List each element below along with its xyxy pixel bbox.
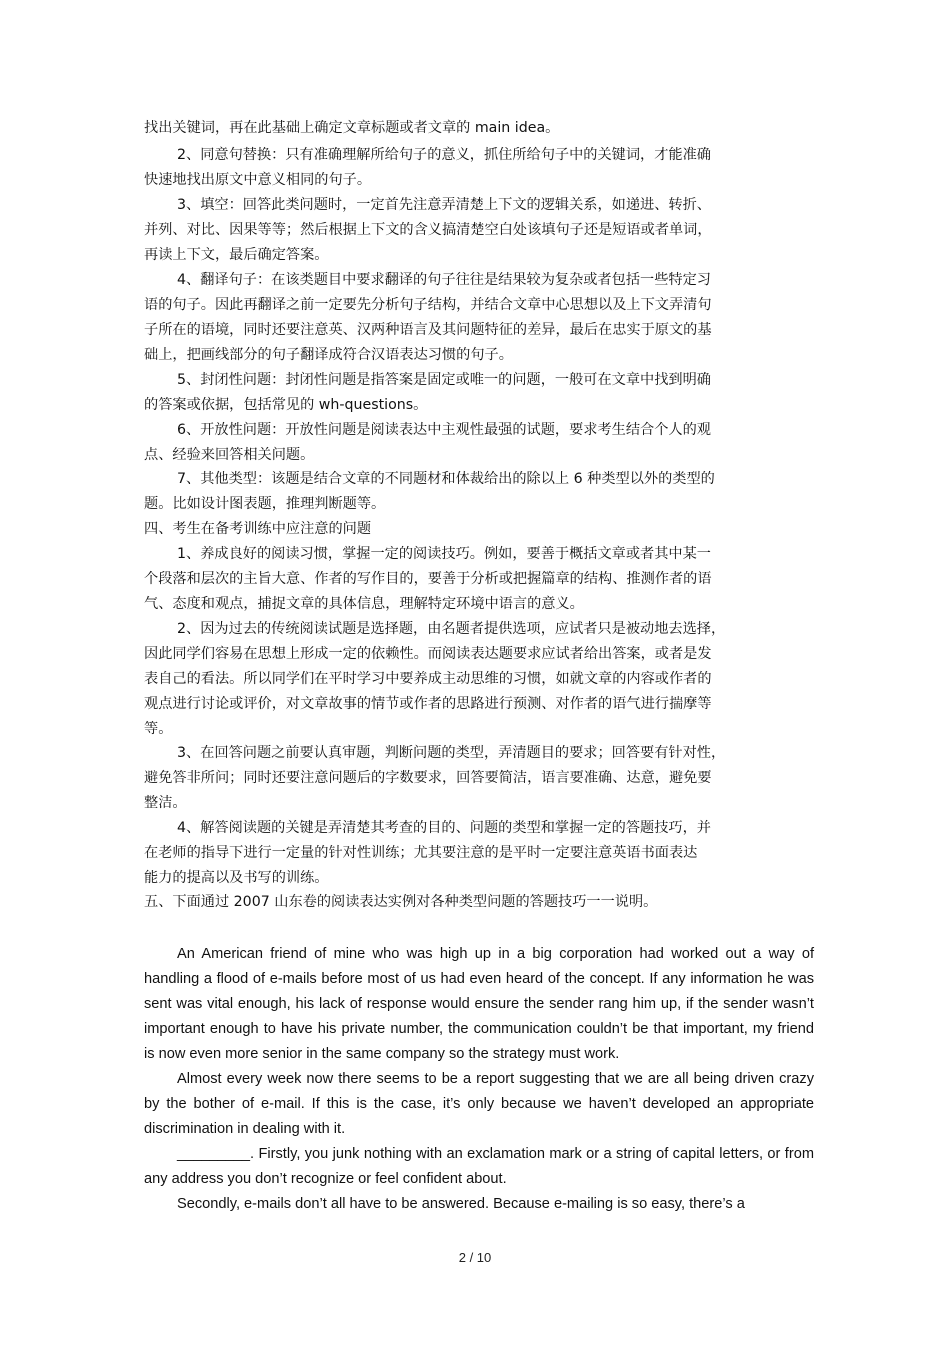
text-line: 表自己的看法。所以同学们在平时学习中要养成主动思维的习惯，如就文章的内容或作者的 [144, 671, 712, 687]
paragraph-synonym-replacement [144, 143, 814, 193]
paragraph-active-thinking [144, 617, 814, 742]
text-line: 的答案或依据，包括常见的 wh-questions。 [144, 397, 428, 413]
text-line: 题。比如设计图表题，推理判断题等。 [144, 496, 386, 512]
text-line: 并列、对比、因果等等；然后根据上下文的含义搞清楚空白处该填句子还是短语或者单词， [144, 222, 712, 238]
section-heading-five [144, 890, 814, 915]
paragraph-other-types [144, 467, 814, 517]
text-line: 能力的提高以及书写的训练。 [144, 870, 329, 886]
text-line: 6、开放性问题：开放性问题是阅读表达中主观性最强的试题，要求考生结合个人的观 [177, 422, 711, 438]
text-line: 3、在回答问题之前要认真审题，判断问题的类型，弄清题目的要求；回答要有针对性， [177, 745, 726, 761]
paragraph-closed-questions [144, 368, 814, 418]
text-line: 避免答非所问；同时还要注意问题后的字数要求，回答要简洁，语言要准确、达意，避免要 [144, 770, 712, 786]
text-line: 4、解答阅读题的关键是弄清楚其考查的目的、问题的类型和掌握一定的答题技巧，并 [177, 820, 711, 836]
paragraph-open-questions [144, 418, 814, 468]
section-heading-four [144, 517, 814, 542]
text-line: 等。 [144, 721, 173, 737]
passage-paragraph-4: Secondly, e-mails don’t all have to be answered. Because e-mailing is so easy, there’s a [177, 1196, 745, 1212]
text-line: 5、封闭性问题：封闭性问题是指答案是固定或唯一的问题，一般可在文章中找到明确 [177, 372, 711, 388]
text-line: 语的句子。因此再翻译之前一定要先分析句子结构，并结合文章中心思想以及上下文弄清句 [144, 297, 712, 313]
text-line: 找出关键词，再在此基础上确定文章标题或者文章的 main idea。 [144, 120, 560, 136]
text-line: 2、同意句替换：只有准确理解所给句子的意义，抓住所给句子中的关键词，才能准确 [177, 147, 711, 163]
page-number: 2 / 10 [458, 1250, 492, 1265]
text-line: 子所在的语境，同时还要注意英、汉两种语言及其问题特征的差异，最后在忠实于原文的基 [144, 322, 712, 338]
text-line: 7、其他类型：该题是结合文章的不同题材和体裁给出的除以上 6 种类型以外的类型的 [177, 471, 715, 487]
text-line: 4、翻译句子：在该类题目中要求翻译的句子往往是结果较为复杂或者包括一些特定习 [177, 272, 711, 288]
text-line: 1、养成良好的阅读习惯，掌握一定的阅读技巧。例如，要善于概括文章或者其中某一 [177, 546, 711, 562]
text-line: 再读上下文，最后确定答案。 [144, 247, 329, 263]
text-line: 个段落和层次的主旨大意、作者的写作目的，要善于分析或把握篇章的结构、推测作者的语 [144, 571, 712, 587]
text-line: 点、经验来回答相关问题。 [144, 447, 315, 463]
text-line: 因此同学们容易在思想上形成一定的依赖性。而阅读表达题要求应试者给出答案，或者是发 [144, 646, 712, 662]
text-line: 3、填空：回答此类问题时，一定首先注意弄清楚上下文的逻辑关系，如递进、转折、 [177, 197, 711, 213]
passage-paragraph-3: _________. Firstly, you junk nothing with an exclamation mark or a string of capital letters, or from any address you don’t recognize or feel confident about. [144, 1146, 814, 1187]
paragraph-translation [144, 268, 814, 368]
text-line: 气、态度和观点，捕捉文章的具体信息，理解特定环境中语言的意义。 [144, 596, 584, 612]
text-line: 观点进行讨论或评价，对文章故事的情节或作者的思路进行预测、对作者的语气进行揣摩等 [144, 696, 712, 712]
text-line: 五、下面通过 2007 山东卷的阅读表达实例对各种类型问题的答题技巧一一说明。 [144, 894, 658, 910]
text-line: 础上，把画线部分的句子翻译成符合汉语表达习惯的句子。 [144, 347, 513, 363]
paragraph-fill-in [144, 193, 814, 268]
text-line: 快速地找出原文中意义相同的句子。 [144, 172, 372, 188]
passage-paragraph-1: An American friend of mine who was high up in a big corporation had worked out a way of handling a flood of e-mails before most of us had even heard of the concept. If any information he was sent was vital enough, his lack of response would ensure the sender rang him up, if the sender wasn’t important enough to have his private number, the communication couldn’t be that important, my friend is now even more senior in the same company so the strategy must work. [144, 946, 814, 1062]
passage-paragraph-2: Almost every week now there seems to be a report suggesting that we are all being driven crazy by the bother of e-mail. If this is the case, it’s only because we haven’t developed an appropriate discrimination in dealing with it. [144, 1071, 814, 1137]
text-line: 2、因为过去的传统阅读试题是选择题，由名题者提供选项，应试者只是被动地去选择， [177, 621, 726, 637]
paragraph-reading-habits [144, 542, 814, 617]
text-line: 在老师的指导下进行一定量的针对性训练；尤其要注意的是平时一定要注意英语书面表达 [144, 845, 698, 861]
text-line: 整洁。 [144, 795, 187, 811]
paragraph-read-questions [144, 741, 814, 816]
paragraph-intro-keywords [144, 116, 814, 141]
paragraph-answer-keys [144, 816, 814, 891]
text-line: 四、考生在备考训练中应注意的问题 [144, 521, 372, 537]
